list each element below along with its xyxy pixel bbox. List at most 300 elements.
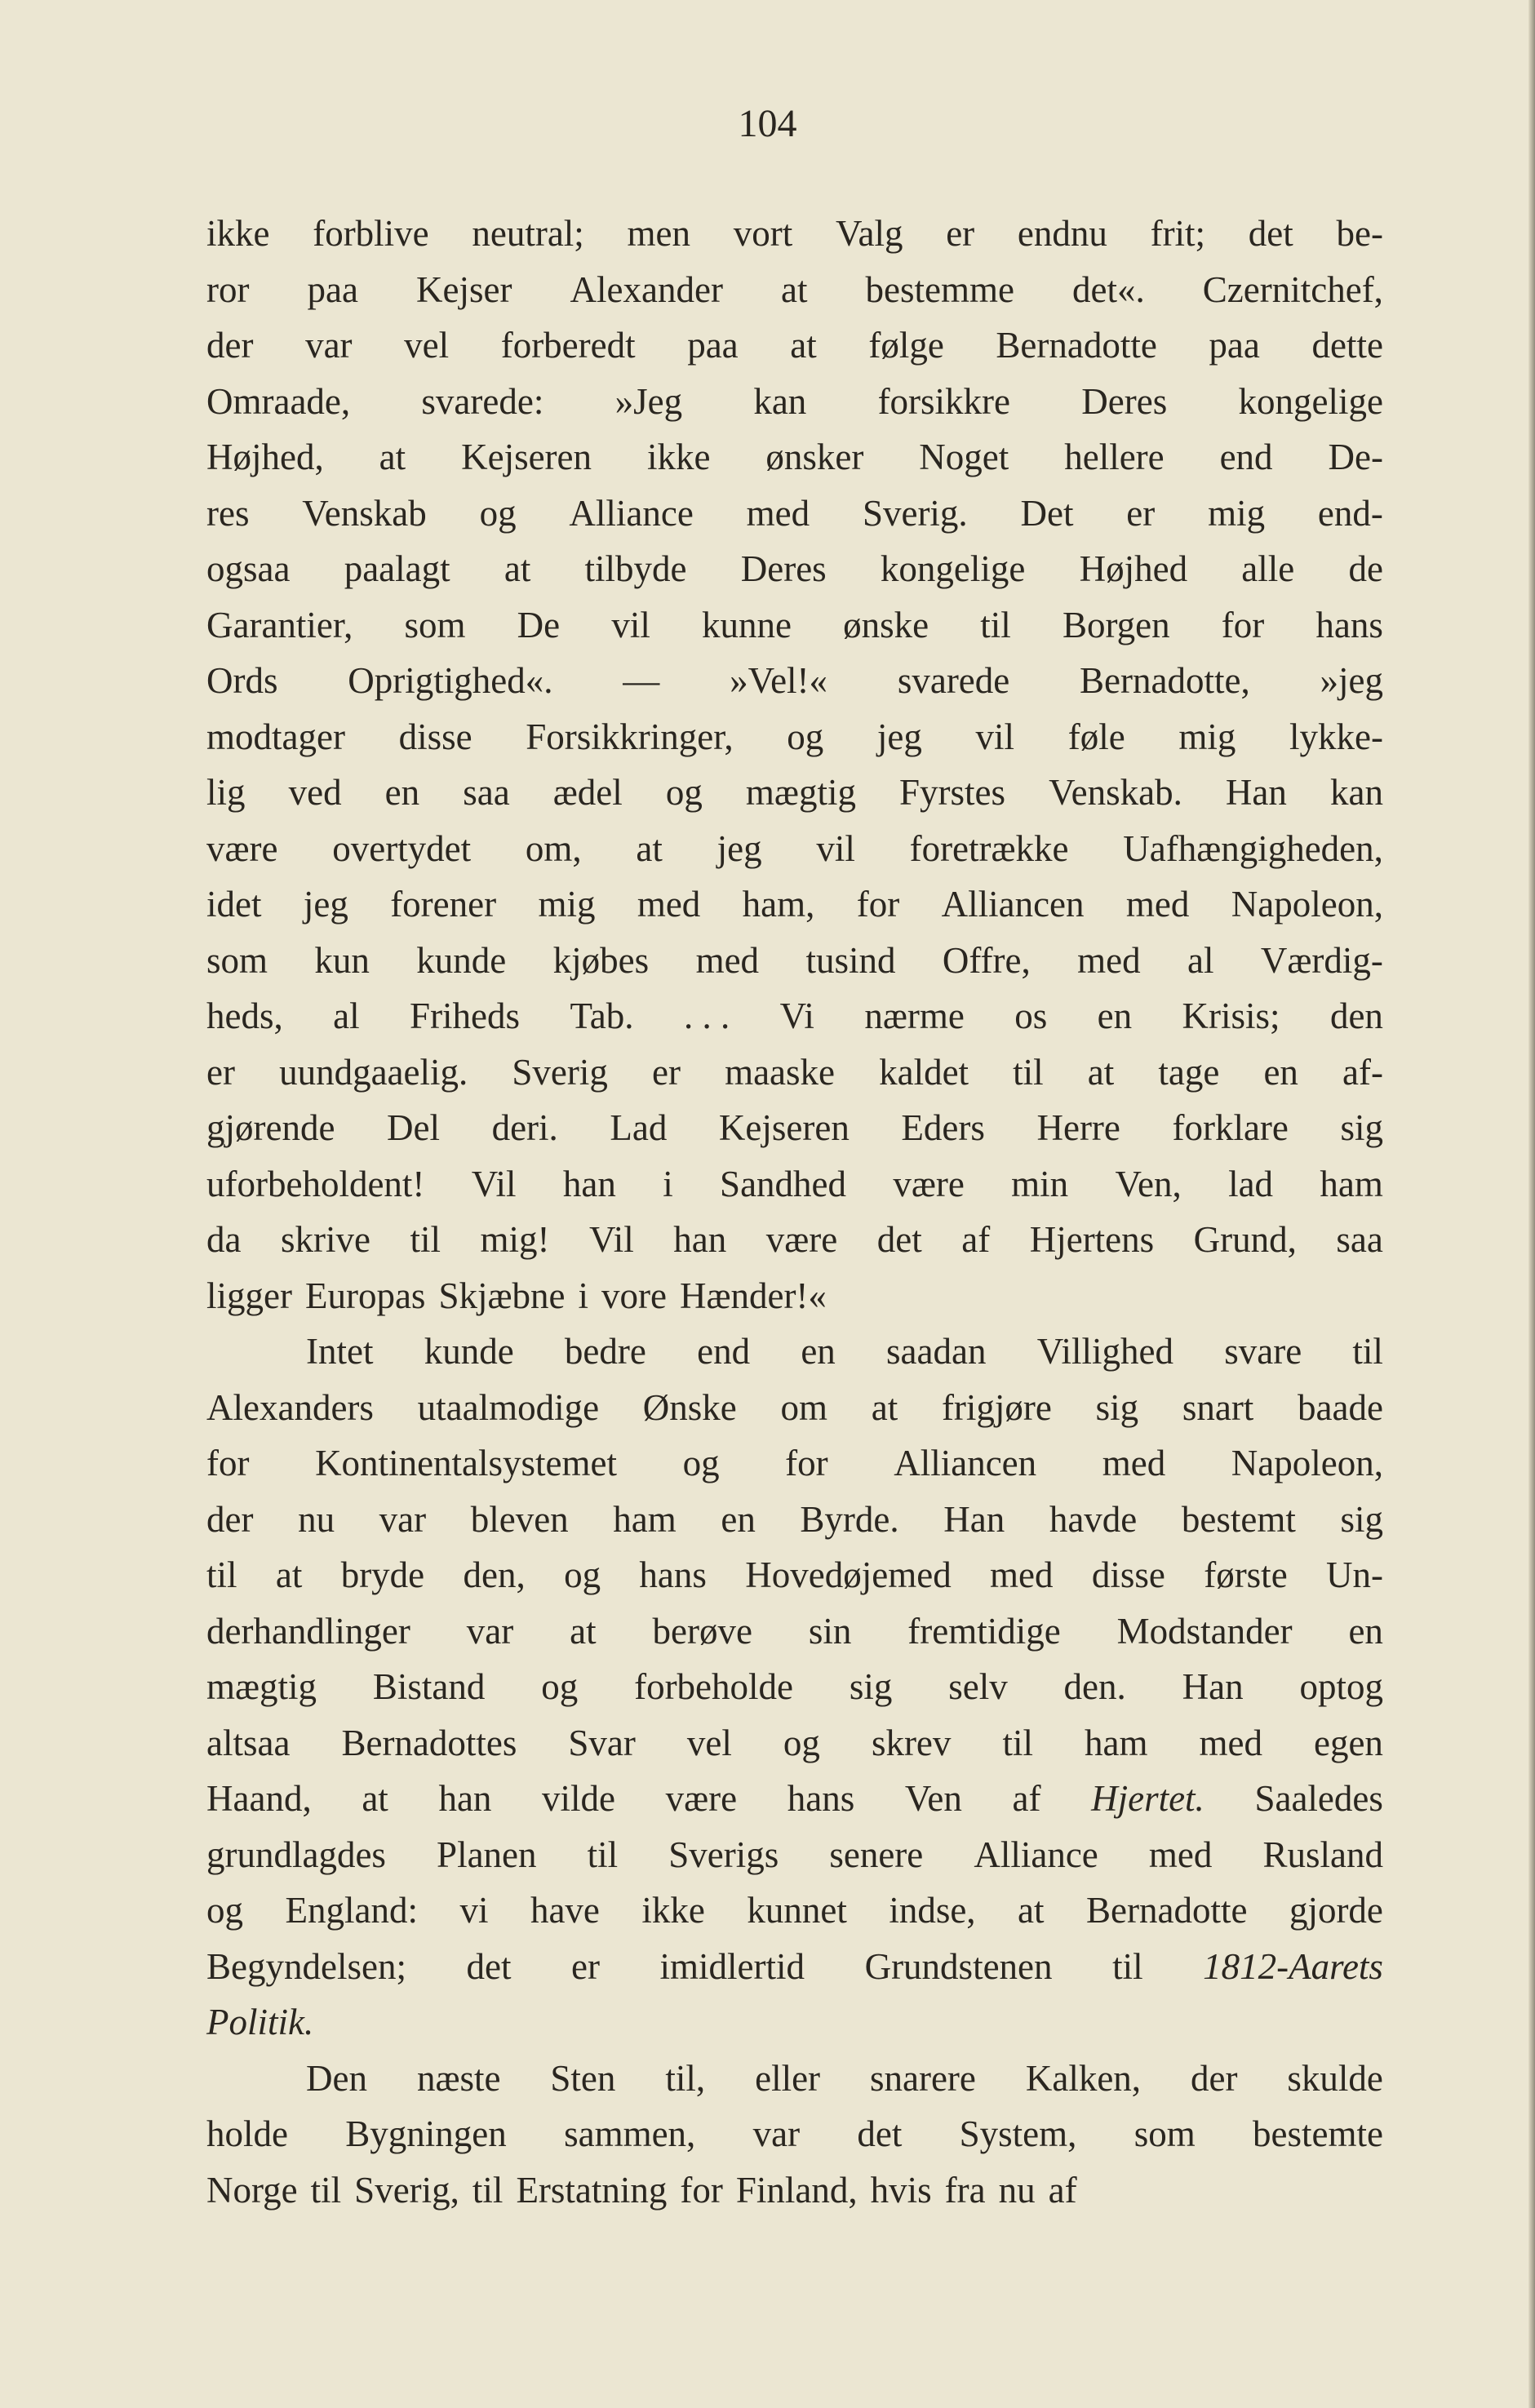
word: holde	[206, 2113, 288, 2154]
word: af	[961, 1219, 991, 1260]
word: mægtig	[745, 772, 856, 813]
word: vil	[816, 827, 855, 869]
word: som	[1134, 2113, 1196, 2154]
word: heds,	[206, 996, 283, 1036]
word: hans	[1315, 604, 1383, 645]
page-number: 104	[738, 102, 797, 145]
word: Bygningen	[345, 2113, 507, 2154]
word: alle	[1241, 548, 1295, 589]
word: Venskab.	[1049, 772, 1182, 813]
word: svare	[1224, 1331, 1302, 1372]
text-line	[206, 429, 1383, 486]
word: bedre	[564, 1331, 646, 1372]
word: som	[404, 604, 466, 645]
word: med	[695, 939, 760, 981]
word: som	[206, 939, 268, 981]
text-line	[206, 1659, 1383, 1715]
word: Vil	[471, 1163, 517, 1204]
word: Valg	[835, 213, 903, 254]
text-line	[206, 1771, 1383, 1827]
word: at	[871, 1386, 898, 1428]
word: Modstander	[1116, 1610, 1293, 1652]
word: Deres	[1081, 380, 1168, 422]
word: 1812-Aarets	[1203, 1945, 1383, 1987]
word: jeg	[303, 884, 348, 925]
text-line	[206, 1827, 1383, 1883]
word: Højhed	[1079, 548, 1188, 589]
word: Værdig-	[1260, 939, 1383, 981]
word: uundgaaelig.	[279, 1051, 468, 1093]
word: de	[1348, 548, 1383, 589]
word: til	[310, 2169, 342, 2211]
word: sig	[1340, 1498, 1383, 1540]
word: forklare	[1172, 1107, 1289, 1148]
word: sin	[808, 1610, 852, 1652]
word: til	[472, 2169, 504, 2211]
word: sig	[849, 1666, 893, 1707]
word: mig	[1178, 716, 1236, 757]
word: ikke	[206, 213, 270, 254]
word: kun	[314, 939, 370, 981]
word: eller	[755, 2057, 821, 2099]
word: vort	[733, 213, 793, 254]
word: mig	[538, 884, 596, 925]
word: kan	[1329, 772, 1383, 813]
word: Byrde.	[800, 1498, 899, 1540]
word: bestemt	[1181, 1498, 1296, 1540]
word: være	[206, 827, 278, 869]
text-line	[206, 876, 1383, 933]
word: da	[206, 1219, 242, 1260]
word: lig	[206, 772, 246, 813]
word: altsaa	[206, 1722, 291, 1763]
word: havde	[1049, 1498, 1138, 1540]
word: en	[801, 1331, 836, 1372]
word: i	[663, 1163, 673, 1204]
word: den	[1329, 996, 1383, 1036]
text-line	[206, 1324, 1383, 1380]
word: og	[541, 1666, 579, 1707]
text-line	[206, 1100, 1383, 1156]
word: ham	[1320, 1163, 1383, 1204]
word: til,	[665, 2057, 706, 2099]
word: skrev	[871, 1722, 952, 1763]
text-line	[206, 1715, 1383, 1772]
word: optog	[1299, 1666, 1383, 1707]
word: saadan	[886, 1331, 987, 1372]
word: være	[893, 1163, 965, 1204]
word: Han	[943, 1498, 1005, 1540]
word: var	[466, 1610, 514, 1652]
word: at	[570, 1610, 597, 1652]
word: med	[1199, 1722, 1262, 1763]
word: Krisis;	[1182, 996, 1280, 1036]
word: svarede:	[421, 380, 544, 422]
word: Alliance	[569, 492, 694, 534]
word: nu	[298, 1498, 335, 1540]
word: . . .	[683, 996, 730, 1036]
word: Politik.	[206, 2002, 314, 2042]
text-line	[206, 597, 1383, 654]
text-line	[206, 2051, 1383, 2107]
word: Ven,	[1115, 1163, 1182, 1204]
word: til	[1112, 1945, 1143, 1987]
word: det	[876, 1219, 922, 1260]
word: lykke-	[1289, 716, 1383, 757]
word: res	[206, 492, 250, 534]
word: Venskab	[302, 492, 427, 534]
text-line	[206, 1044, 1383, 1101]
word: Svar	[568, 1722, 636, 1763]
word: Sverig,	[354, 2169, 459, 2211]
word: til	[410, 1219, 441, 1260]
word: baade	[1298, 1386, 1383, 1428]
word: England:	[285, 1890, 418, 1931]
word: føle	[1067, 716, 1125, 757]
word: Vi	[779, 996, 814, 1036]
word: var	[752, 2113, 801, 2154]
text-line	[206, 1156, 1383, 1213]
word: ønsker	[765, 437, 864, 477]
word: De-	[1328, 437, 1383, 477]
word: frit;	[1150, 213, 1206, 254]
word: at	[1018, 1890, 1045, 1931]
text-line	[206, 486, 1383, 542]
word: Han	[1182, 1666, 1244, 1707]
word: Lad	[610, 1107, 668, 1148]
word: forberedt	[500, 325, 636, 366]
word: Alexander	[570, 268, 723, 310]
word: vil	[611, 604, 650, 645]
word: Bernadotte	[1086, 1890, 1248, 1931]
word: sammen,	[564, 2113, 696, 2154]
word: Hænder!«	[679, 1275, 827, 1316]
word: sig	[1340, 1107, 1383, 1148]
text-line	[206, 821, 1383, 877]
word: og	[787, 716, 824, 757]
word: en	[1348, 1610, 1383, 1652]
word: Eders	[901, 1107, 985, 1148]
text-line	[206, 653, 1383, 709]
word: indse,	[889, 1890, 976, 1931]
word: og	[564, 1554, 601, 1595]
word: det	[466, 1945, 512, 1987]
word: ogsaa	[206, 548, 291, 589]
word: Saaledes	[1254, 1778, 1383, 1819]
word: af	[1048, 2169, 1077, 2211]
word: nu	[998, 2169, 1036, 2211]
word: paa	[687, 325, 739, 366]
word: Sverig	[512, 1051, 608, 1093]
word: forblive	[313, 213, 429, 254]
text-line	[206, 206, 1383, 262]
word: Ven	[904, 1778, 962, 1819]
text-line	[206, 988, 1383, 1044]
word: Ords	[206, 660, 278, 701]
word: der	[1191, 2057, 1238, 2099]
word: gjorde	[1289, 1890, 1383, 1931]
word: at	[504, 548, 531, 589]
word: skrive	[280, 1219, 370, 1260]
word: have	[530, 1890, 600, 1931]
word: Sverigs	[668, 1834, 779, 1875]
word: kjøbes	[552, 939, 650, 981]
word: er	[206, 1051, 235, 1093]
word: end	[1219, 437, 1273, 477]
text-line	[206, 1939, 1383, 1995]
text-line	[206, 709, 1383, 765]
word: kaldet	[879, 1051, 969, 1093]
word: kunde	[416, 939, 507, 981]
word: en	[1097, 996, 1133, 1036]
word: med	[990, 1554, 1054, 1595]
word: fremtidige	[907, 1610, 1061, 1652]
word: vil	[975, 716, 1015, 757]
word: den.	[1063, 1666, 1126, 1707]
word: dette	[1311, 325, 1383, 366]
word: Vil	[588, 1219, 634, 1260]
word: ikke	[646, 437, 711, 477]
word: Uafhængigheden,	[1123, 827, 1383, 869]
word: Villighed	[1036, 1331, 1173, 1372]
word: til	[206, 1554, 237, 1595]
word: med	[1148, 1834, 1213, 1875]
word: selv	[948, 1666, 1008, 1707]
word: Alliancen	[941, 884, 1085, 925]
word: kunde	[424, 1331, 514, 1372]
word: Haand,	[206, 1778, 312, 1819]
word: end	[697, 1331, 751, 1372]
word: paa	[307, 268, 358, 310]
word: Skjæbne	[438, 1275, 566, 1316]
word: Det	[1020, 492, 1074, 534]
word: første	[1204, 1554, 1288, 1595]
word: for	[206, 1443, 250, 1483]
word: —	[623, 660, 660, 701]
body-text	[206, 206, 1383, 2218]
word: hans	[639, 1554, 707, 1595]
text-line	[206, 1268, 1383, 1324]
word: jeg	[876, 716, 922, 757]
word: bestemte	[1253, 2113, 1383, 2154]
word: mig!	[480, 1219, 550, 1260]
word: Hjertens	[1029, 1219, 1155, 1260]
word: vore	[601, 1275, 667, 1316]
text-line	[206, 262, 1383, 318]
word: at	[780, 268, 808, 310]
word: Noget	[919, 437, 1009, 477]
word: senere	[829, 1834, 924, 1875]
text-line	[206, 1547, 1383, 1603]
word: med	[1077, 939, 1141, 981]
word: Bernadottes	[341, 1722, 517, 1763]
word: Omraade,	[206, 380, 351, 422]
word: ved	[288, 772, 342, 813]
word: gjørende	[206, 1107, 335, 1148]
word: Grundstenen	[864, 1945, 1053, 1987]
text-line	[206, 933, 1383, 989]
word: Kalken,	[1025, 2057, 1142, 2099]
word: at	[636, 827, 663, 869]
word: snart	[1182, 1386, 1254, 1428]
word: disse	[398, 716, 472, 757]
text-line	[206, 1882, 1383, 1939]
word: endnu	[1017, 213, 1107, 254]
word: at	[362, 1778, 388, 1819]
word: er	[651, 1051, 681, 1093]
word: ham	[1084, 1722, 1148, 1763]
word: deri.	[491, 1107, 558, 1148]
word: imidlertid	[659, 1945, 805, 1987]
word: ror	[206, 268, 250, 310]
word: følge	[868, 325, 944, 366]
word: »jeg	[1320, 660, 1383, 701]
word: Bernadotte	[996, 325, 1157, 366]
word: forener	[390, 884, 497, 925]
word: snarere	[869, 2057, 976, 2099]
word: om	[780, 1386, 828, 1428]
word: af	[1012, 1778, 1041, 1819]
word: være	[765, 1219, 838, 1260]
text-line	[206, 1380, 1383, 1436]
word: paa	[1209, 325, 1260, 366]
word: hvis	[870, 2169, 932, 2211]
word: det	[1248, 213, 1293, 254]
word: og	[665, 772, 703, 813]
word: Del	[387, 1107, 440, 1148]
word: neutral;	[472, 213, 584, 254]
word: Finland,	[735, 2169, 858, 2211]
word: bestemme	[865, 268, 1014, 310]
word: mægtig	[206, 1666, 317, 1707]
word: egen	[1313, 1722, 1383, 1763]
word: svarede	[897, 660, 1010, 701]
word: vel	[686, 1722, 732, 1763]
word: til	[1013, 1051, 1044, 1093]
word: paalagt	[344, 548, 450, 589]
word: fra	[944, 2169, 986, 2211]
word: og	[682, 1443, 720, 1483]
word: om,	[525, 827, 582, 869]
word: utaalmodige	[417, 1386, 600, 1428]
word: idet	[206, 884, 262, 925]
word: Intet	[306, 1331, 374, 1372]
word: Borgen	[1062, 604, 1170, 645]
word: til	[980, 604, 1011, 645]
word: De	[517, 604, 561, 645]
word: Napoleon,	[1231, 1443, 1383, 1483]
word: at	[790, 325, 817, 366]
word: men	[627, 213, 691, 254]
word: være	[665, 1778, 738, 1819]
word: System,	[959, 2113, 1077, 2154]
word: Herre	[1036, 1107, 1120, 1148]
word: overtydet	[332, 827, 472, 869]
text-line	[206, 1435, 1383, 1492]
text-line	[206, 1994, 1383, 2051]
word: grundlagdes	[206, 1834, 386, 1875]
word: det	[857, 2113, 903, 2154]
word: end-	[1317, 492, 1383, 534]
word: Alliance	[974, 1834, 1098, 1875]
word: Bistand	[372, 1666, 486, 1707]
word: ligger	[206, 1275, 292, 1316]
text-line	[206, 541, 1383, 597]
text-line	[206, 765, 1383, 821]
text-line	[206, 2162, 1383, 2219]
word: maaske	[725, 1051, 835, 1093]
word: tage	[1158, 1051, 1220, 1093]
word: lad	[1228, 1163, 1274, 1204]
word: Sten	[550, 2057, 616, 2099]
word: vel	[404, 325, 450, 366]
word: mig	[1208, 492, 1266, 534]
word: forbeholde	[634, 1666, 793, 1707]
word: var	[305, 325, 353, 366]
word: berøve	[652, 1610, 752, 1652]
word: Fyrstes	[899, 772, 1006, 813]
word: er	[946, 213, 975, 254]
word: en	[721, 1498, 756, 1540]
word: ham	[613, 1498, 677, 1540]
word: tilbyde	[584, 548, 687, 589]
word: »Vel!«	[730, 660, 828, 701]
word: Deres	[740, 548, 827, 589]
page-edge	[1528, 0, 1535, 2408]
word: og	[206, 1890, 243, 1931]
word: min	[1011, 1163, 1069, 1204]
word: Alliancen	[894, 1443, 1037, 1483]
word: Forsikkringer,	[526, 716, 734, 757]
word: jeg	[716, 827, 762, 869]
word: for	[680, 2169, 723, 2211]
word: ønske	[843, 604, 929, 645]
word: Alexanders	[206, 1386, 374, 1428]
word: Bernadotte,	[1080, 660, 1250, 701]
word: Kejseren	[718, 1107, 850, 1148]
word: Norge	[206, 2169, 298, 2211]
word: der	[206, 1498, 254, 1540]
word: Hjertet.	[1091, 1778, 1204, 1819]
word: han	[673, 1219, 727, 1260]
word: det«.	[1072, 268, 1145, 310]
word: ikke	[641, 1890, 705, 1931]
word: til	[587, 1834, 619, 1875]
word: for	[856, 884, 900, 925]
word: næste	[416, 2057, 501, 2099]
word: Czernitchef,	[1202, 268, 1383, 310]
word: Kejseren	[461, 437, 592, 477]
word: kan	[753, 380, 807, 422]
word: disse	[1091, 1554, 1165, 1595]
word: Planen	[437, 1834, 537, 1875]
word: sig	[1095, 1386, 1139, 1428]
word: Højhed,	[206, 437, 324, 477]
word: Kontinentalsystemet	[315, 1443, 617, 1483]
word: Rusland	[1262, 1834, 1383, 1875]
word: vi	[459, 1890, 489, 1931]
word: er	[1126, 492, 1156, 534]
word: Oprigtighed«.	[348, 660, 553, 701]
word: kongelige	[880, 548, 1026, 589]
word: den,	[463, 1554, 526, 1595]
word: Napoleon,	[1231, 884, 1383, 925]
word: hans	[787, 1778, 855, 1819]
word: i	[578, 1275, 588, 1316]
word: Kejser	[416, 268, 512, 310]
word: kongelige	[1238, 380, 1383, 422]
word: »Jeg	[614, 380, 683, 422]
